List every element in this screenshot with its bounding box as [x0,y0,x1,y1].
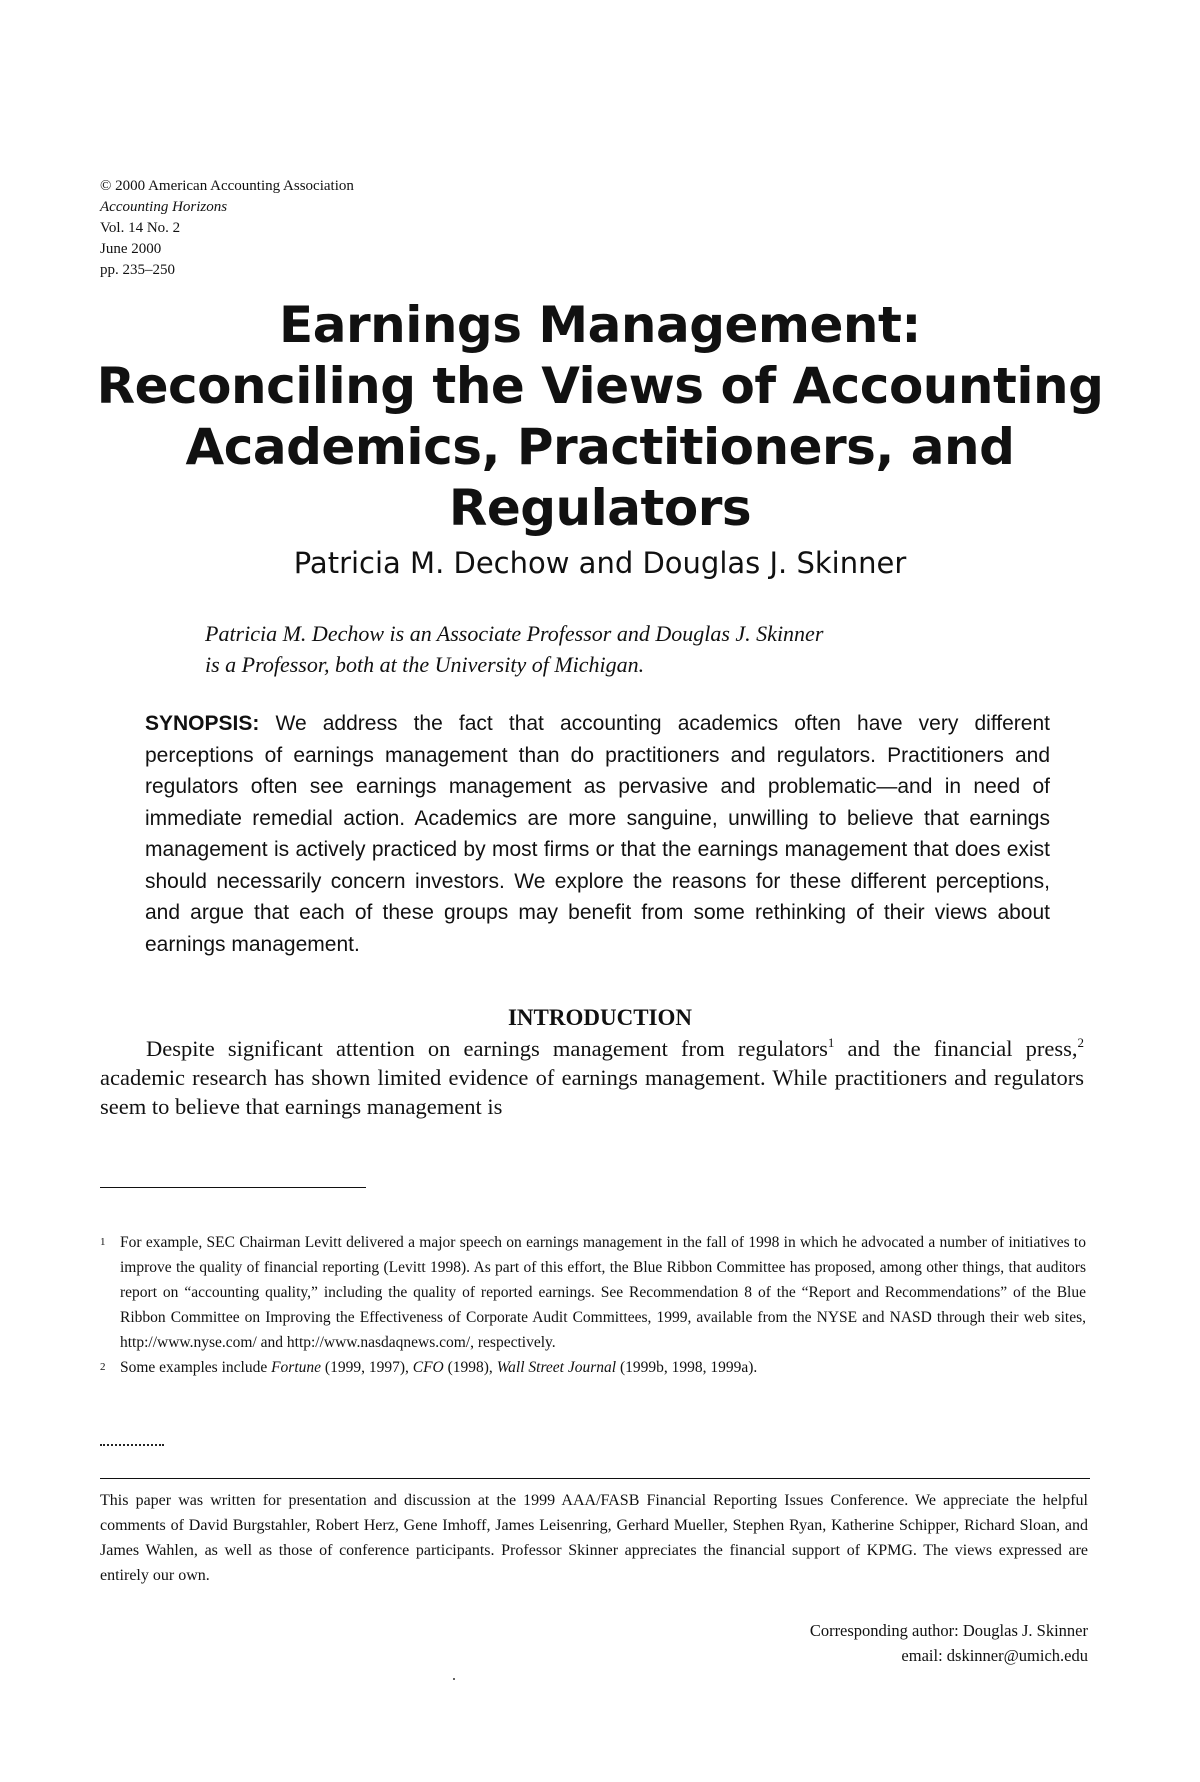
title-line: Earnings Management: [279,296,921,354]
footnote-text: (1999, 1997), [321,1359,413,1376]
title-line: Academics, Practitioners, and [185,418,1015,476]
introduction-paragraph [100,1034,1084,1121]
journal-header [100,176,354,281]
affiliation-line: is a Professor, both at the University of Michigan. [205,652,645,677]
copyright-line: © 2000 American Accounting Association [100,178,354,194]
synopsis [145,708,1050,960]
footnote-ref[interactable]: 2 [1077,1035,1085,1050]
dotted-separator [100,1444,164,1446]
volume-issue: Vol. 14 No. 2 [100,220,181,236]
publication-title: Fortune [271,1359,322,1376]
footnote-text: (1999b, 1998, 1999a). [616,1359,758,1376]
intro-text: and the financial press, [834,1036,1078,1061]
publication-title: Wall Street Journal [496,1359,617,1376]
journal-name: Accounting Horizons [100,199,228,215]
footnote-number: 2 [100,1361,106,1373]
footnote-2 [100,1355,1086,1380]
intro-text: Despite significant attention on earnings management from regulators [146,1036,828,1061]
paper-title [80,295,1120,539]
footnote-1 [100,1230,1086,1355]
publication-title: CFO [412,1359,444,1376]
author-affiliation [205,618,1005,680]
affiliation-line: Patricia M. Dechow is an Associate Professor and Douglas J. Skinner [205,621,824,646]
footnote-text: For example, SEC Chairman Levitt delivered a major speech on earnings management in the fall of 1998 in which he advocated a number of initiatives to improve the quality of financial reporting (Levitt 1998). As part of this effort, the Blue Ribbon Committee has proposed, among other things, that auditors report on “accounting quality,” including the quality of reported earnings. See Recommendation 8 of the “Report and Recommendations” of the Blue Ribbon Committee on Improving the Effectiveness of Corporate Audit Committees, 1999, available from the NYSE and NASD through their web sites, http://www.nyse.com/ and http://www.nasdaqnews.com/, respectively. [120,1234,1086,1351]
corresponding-author-name: Corresponding author: Douglas J. Skinner [809,1621,1088,1640]
introduction-heading: INTRODUCTION [507,1005,693,1030]
title-line: Reconciling the Views of Accounting [96,357,1104,415]
footnotes [100,1230,1086,1380]
footnote-text: Some examples include [120,1359,272,1376]
corresponding-author [810,1618,1088,1668]
publication-date: June 2000 [100,241,162,257]
synopsis-label: SYNOPSIS: [145,712,260,735]
footnote-number: 1 [100,1236,106,1248]
title-line: Regulators [448,479,752,537]
acknowledgment-note: This paper was written for presentation and discussion at the 1999 AAA/FASB Financial Reporting Issues Conference. We appreciate the helpful comments of David Burgstahler, Robert Herz, Gene Imhoff, James Leisenring, Gerhard Mueller, Stephen Ryan, Katherine Schipper, Richard Sloan, and James Wahlen, as well as those of conference participants. Professor Skinner appreciates the financial support of KPMG. The views expressed are entirely our own. [100,1492,1088,1584]
acknowledgment-separator [100,1478,1090,1479]
footnote-separator [100,1187,366,1188]
footnote-text: (1998), [443,1359,497,1376]
intro-text: academic research has shown limited evidence of earnings management. While practitioners and regulators seem to believe that earnings management is [100,1065,1084,1119]
page-range: pp. 235–250 [100,262,175,278]
corresponding-author-email[interactable]: email: dskinner@umich.edu [901,1646,1088,1665]
scan-speck [453,1678,455,1680]
synopsis-text: We address the fact that accounting academics often have very different perceptions of earnings management than do practitioners and regulators. Practitioners and regulators often see earnings management as pervasive and problematic—and in need of immediate remedial action. Academics are more sanguine, unwilling to believe that earnings management is actively practiced by most firms or that the earnings management that does exist should necessarily concern investors. We explore the reasons for these different perceptions, and argue that each of these groups may benefit from some rethinking of their views about earnings management. [145,712,1050,956]
author-names: Patricia M. Dechow and Douglas J. Skinner [293,546,907,580]
footnote-ref[interactable]: 1 [827,1035,835,1050]
